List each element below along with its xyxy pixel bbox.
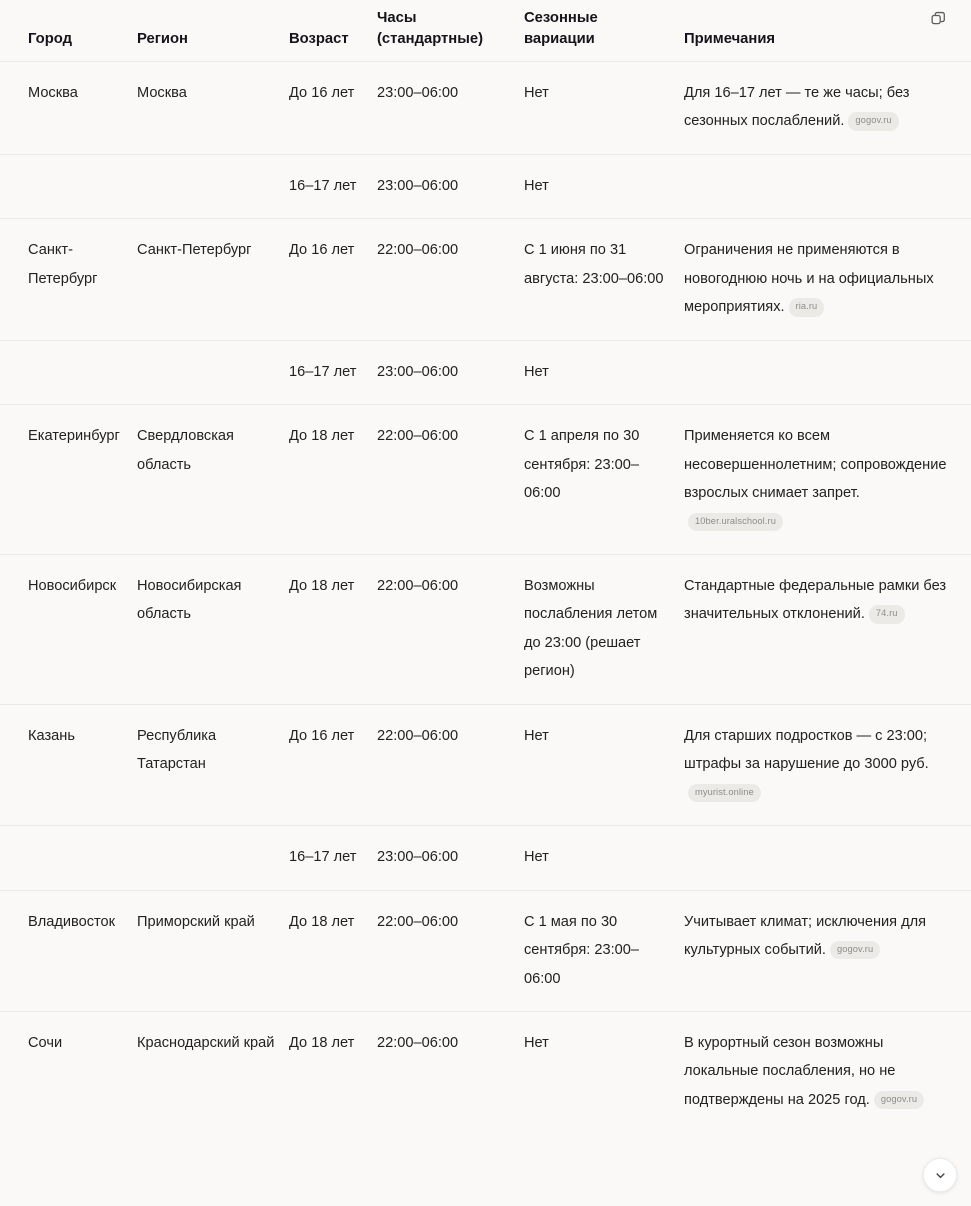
cell-hours: 22:00–06:00 — [377, 704, 524, 825]
cell-season: С 1 мая по 30 сентября: 23:00–06:00 — [524, 890, 684, 1011]
cell-hours: 22:00–06:00 — [377, 890, 524, 1011]
citation-chip[interactable]: 74.ru — [869, 605, 905, 623]
column-header-season-line2: вариации — [524, 31, 595, 47]
cell-season: С 1 апреля по 30 сентября: 23:00–06:00 — [524, 405, 684, 555]
copy-icon-button[interactable] — [925, 5, 951, 31]
cell-hours: 23:00–06:00 — [377, 826, 524, 890]
column-header-hours-line2: (стандартные) — [377, 31, 484, 47]
cell-region: Приморский край — [137, 890, 289, 1011]
table-row — [0, 1011, 971, 1132]
table-row — [0, 704, 971, 825]
cell-city — [0, 154, 137, 218]
cell-notes — [684, 704, 971, 825]
cell-age: 16–17 лет — [289, 340, 377, 404]
cell-city: Москва — [0, 62, 137, 155]
notes-text: Учитывает климат; исключения для культурных событий. — [684, 913, 927, 959]
cell-age: До 16 лет — [289, 219, 377, 340]
table-row — [0, 405, 971, 555]
cell-region — [137, 340, 289, 404]
table-body — [0, 62, 971, 1133]
citation-chip[interactable]: gogov.ru — [848, 112, 898, 130]
cell-season: С 1 июня по 31 августа: 23:00–06:00 — [524, 219, 684, 340]
table-header-row — [0, 0, 971, 62]
table-row — [0, 554, 971, 704]
cell-notes — [684, 219, 971, 340]
table-row — [0, 890, 971, 1011]
cell-city — [0, 826, 137, 890]
cell-city — [0, 340, 137, 404]
cell-notes — [684, 1011, 971, 1132]
cell-city: Сочи — [28, 1034, 63, 1051]
cell-season: Нет — [524, 340, 684, 404]
citation-chip[interactable]: ria.ru — [789, 298, 825, 316]
cell-region: Свердловская область — [137, 405, 289, 555]
cell-region — [137, 826, 289, 890]
cell-season: Нет — [524, 62, 684, 155]
cell-region: Новосибирская область — [137, 554, 289, 704]
cell-city: Екатеринбург — [0, 405, 137, 555]
cell-notes — [684, 405, 971, 555]
cell-hours: 23:00–06:00 — [377, 340, 524, 404]
cell-region: Республика Татарстан — [137, 704, 289, 825]
cell-region: Москва — [137, 62, 289, 155]
cell-city: Казань — [0, 704, 137, 825]
column-header-hours-line1: Часы — [377, 10, 417, 26]
cell-season: Нет — [524, 1034, 549, 1051]
table-row — [0, 826, 971, 890]
column-header-city: Город — [0, 0, 137, 62]
table-row — [0, 340, 971, 404]
table-row — [0, 154, 971, 218]
cell-notes — [684, 62, 971, 155]
cell-age: До 18 лет — [289, 554, 377, 704]
cell-hours: 23:00–06:00 — [377, 154, 524, 218]
cell-hours: 22:00–06:00 — [377, 554, 524, 704]
cell-city: Санкт-Петербург — [0, 219, 137, 340]
table-row — [0, 62, 971, 155]
notes-text: Ограничения не применяются в новогоднюю ночь и на официальных мероприятиях. — [684, 242, 934, 316]
cell-hours: 23:00–06:00 — [377, 62, 524, 155]
column-header-notes: Примечания — [684, 0, 971, 62]
cell-hours: 22:00–06:00 — [377, 405, 524, 555]
notes-text: Для 16–17 лет — те же часы; без сезонных послаблений. — [684, 85, 910, 130]
cell-city: Новосибирск — [0, 554, 137, 704]
cell-region — [137, 154, 289, 218]
cell-hours: 22:00–06:00 — [377, 219, 524, 340]
cell-hours: 22:00–06:00 — [377, 1034, 459, 1051]
cell-age: До 18 лет — [289, 405, 377, 555]
cell-notes — [684, 340, 971, 404]
notes-text: В курортный сезон возможны локальные послабления, но не подтверждены на 2025 год. — [684, 1034, 896, 1108]
cell-age: 16–17 лет — [289, 826, 377, 890]
cell-city: Владивосток — [0, 890, 137, 1011]
citation-chip[interactable]: gogov.ru — [830, 941, 880, 959]
cell-season: Возможны послабления летом до 23:00 (решает регион) — [524, 554, 684, 704]
column-header-region: Регион — [137, 0, 289, 62]
citation-chip[interactable]: 10ber.uralschool.ru — [688, 513, 783, 531]
notes-text: Стандартные федеральные рамки без значительных отклонений. — [684, 577, 947, 623]
table-row — [0, 219, 971, 340]
cell-season: Нет — [524, 154, 684, 218]
cell-region: Краснодарский край — [137, 1034, 275, 1051]
column-header-season-line1: Сезонные — [524, 10, 598, 26]
cell-age: До 18 лет — [289, 890, 377, 1011]
citation-chip[interactable]: gogov.ru — [874, 1091, 924, 1109]
cell-age: До 16 лет — [289, 62, 377, 155]
cell-age: До 16 лет — [289, 704, 377, 825]
copy-icon — [930, 10, 947, 27]
cell-age: 16–17 лет — [289, 154, 377, 218]
cell-notes — [684, 154, 971, 218]
column-header-hours — [377, 0, 524, 62]
chevron-down-icon — [933, 1168, 948, 1183]
cell-age: До 18 лет — [289, 1034, 355, 1051]
cell-season: Нет — [524, 826, 684, 890]
column-header-season — [524, 0, 684, 62]
table-header — [0, 0, 971, 62]
cell-notes — [684, 554, 971, 704]
cell-notes — [684, 826, 971, 890]
column-header-age: Возраст — [289, 0, 377, 62]
notes-text: Применяется ко всем несовершеннолетним; сопровождение взрослых снимает запрет. — [684, 428, 947, 502]
cell-region: Санкт-Петербург — [137, 219, 289, 340]
cell-notes — [684, 890, 971, 1011]
cell-season: Нет — [524, 704, 684, 825]
scroll-down-button[interactable] — [923, 1158, 957, 1192]
citation-chip[interactable]: myurist.online — [688, 784, 761, 802]
notes-text: Для старших подростков — с 23:00; штрафы за нарушение до 3000 руб. — [684, 727, 929, 773]
